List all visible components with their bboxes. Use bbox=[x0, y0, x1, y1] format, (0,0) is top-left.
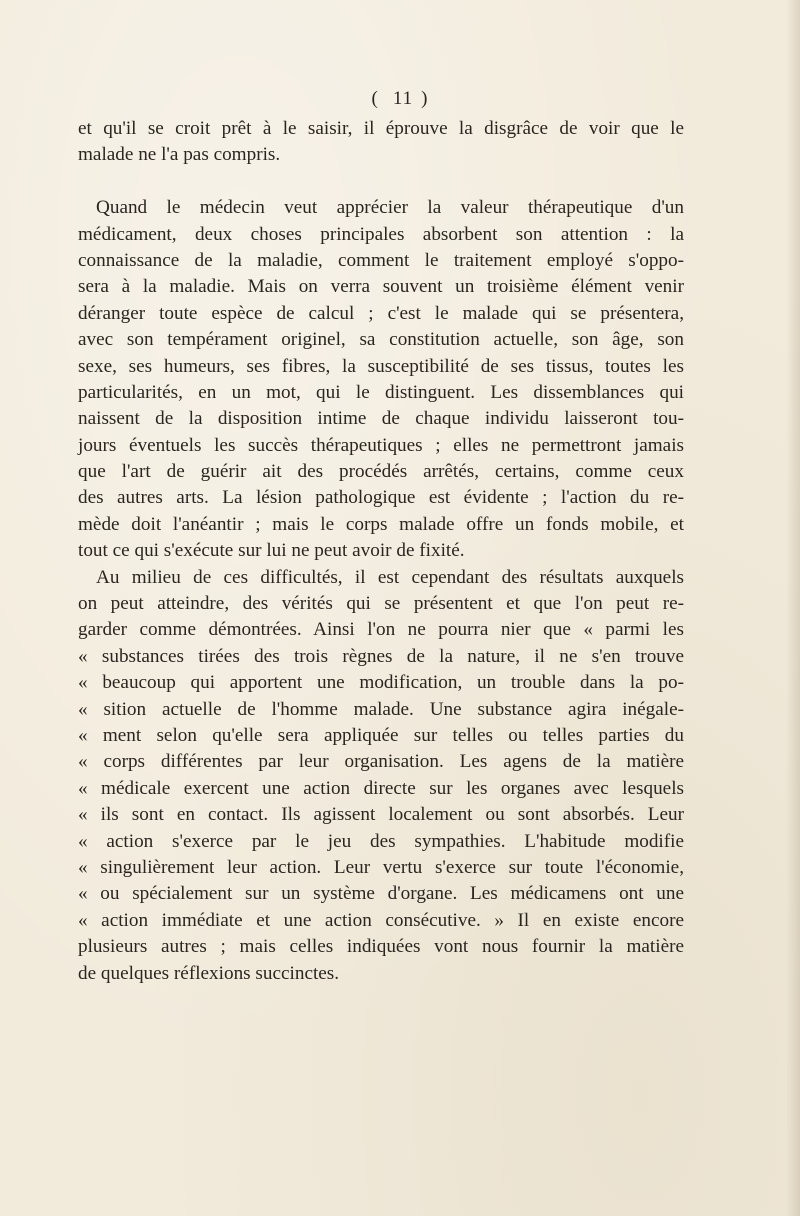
quote-line: « ils sont en contact. Ils agissent localement ou sont absorbés. Leur bbox=[78, 804, 684, 826]
quote-line: « beaucoup qui apportent une modification, un trouble dans la po- bbox=[78, 672, 684, 694]
page-number: 11 bbox=[392, 88, 414, 109]
quote-line: « sition actuelle de l'homme malade. Une substance agira inégale- bbox=[78, 698, 684, 720]
text-line: déranger toute espèce de calcul ; c'est le malade qui se présentera, bbox=[78, 302, 684, 324]
text-line: et qu'il se croit prêt à le saisir, il éprouve la disgrâce de voir que le bbox=[78, 118, 684, 139]
quote-line: « substances tirées des trois règnes de la nature, il ne s'en trouve bbox=[78, 645, 684, 667]
text-line: plusieurs autres ; mais celles indiquées vont nous fournir la matière bbox=[78, 936, 684, 958]
quote-line: « ment selon qu'elle sera appliquée sur telles ou telles parties du bbox=[78, 724, 684, 746]
text-line: garder comme démontrées. Ainsi l'on ne pourra nier que « parmi les bbox=[78, 619, 684, 641]
text-line: Quand le médecin veut apprécier la valeur thérapeutique d'un bbox=[96, 197, 684, 219]
header-open-paren: ( bbox=[371, 88, 379, 109]
page-header bbox=[0, 88, 800, 110]
text-line: médicament, deux choses principales absorbent son attention : la bbox=[78, 223, 684, 245]
text-line: sera à la maladie. Mais on verra souvent un troisième élément venir bbox=[78, 276, 684, 298]
text-line: des autres arts. La lésion pathologique est évidente ; l'action du re- bbox=[78, 487, 684, 509]
text-line: avec son tempérament originel, sa constitution actuelle, son âge, son bbox=[78, 329, 684, 351]
quote-line: « action s'exerce par le jeu des sympathies. L'habitude modifie bbox=[78, 830, 684, 852]
text-line: Au milieu de ces difficultés, il est cependant des résultats auxquels bbox=[96, 566, 684, 588]
quote-line: « singulièrement leur action. Leur vertu s'exerce sur toute l'économie, bbox=[78, 856, 684, 878]
quote-line: « action immédiate et une action consécutive. » Il en existe encore bbox=[78, 909, 684, 931]
text-line: particularités, en un mot, qui le distinguent. Les dissemblances qui bbox=[78, 381, 684, 403]
text-line: malade ne l'a pas compris. bbox=[78, 144, 281, 166]
quote-line: « corps différentes par leur organisation. Les agens de la matière bbox=[78, 751, 684, 773]
text-line: on peut atteindre, des vérités qui se présentent et que l'on peut re- bbox=[78, 593, 684, 615]
text-line: que l'art de guérir ait des procédés arrêtés, certains, comme ceux bbox=[78, 461, 684, 483]
text-line: connaissance de la maladie, comment le traitement employé s'oppo- bbox=[78, 249, 684, 271]
text-line: naissent de la disposition intime de chaque individu laisseront tou- bbox=[78, 408, 684, 430]
text-line: mède doit l'anéantir ; mais le corps malade offre un fonds mobile, et bbox=[78, 513, 684, 535]
quote-line: « ou spécialement sur un système d'organe. Les médicamens ont une bbox=[78, 883, 684, 905]
page-edge-shadow bbox=[786, 0, 800, 1216]
text-line: sexe, ses humeurs, ses fibres, la susceptibilité de ses tissus, toutes les bbox=[78, 355, 684, 377]
text-line: de quelques réflexions succinctes. bbox=[78, 962, 340, 984]
paragraph-gap bbox=[78, 169, 684, 195]
body-text bbox=[78, 116, 684, 987]
quote-line: « médicale exercent une action directe sur les organes avec lesquels bbox=[78, 777, 684, 799]
text-line: tout ce qui s'exécute sur lui ne peut avoir de fixité. bbox=[78, 540, 465, 562]
header-close-paren: ) bbox=[421, 88, 429, 109]
text-line: jours éventuels les succès thérapeutiques ; elles ne permettront jamais bbox=[78, 434, 684, 456]
